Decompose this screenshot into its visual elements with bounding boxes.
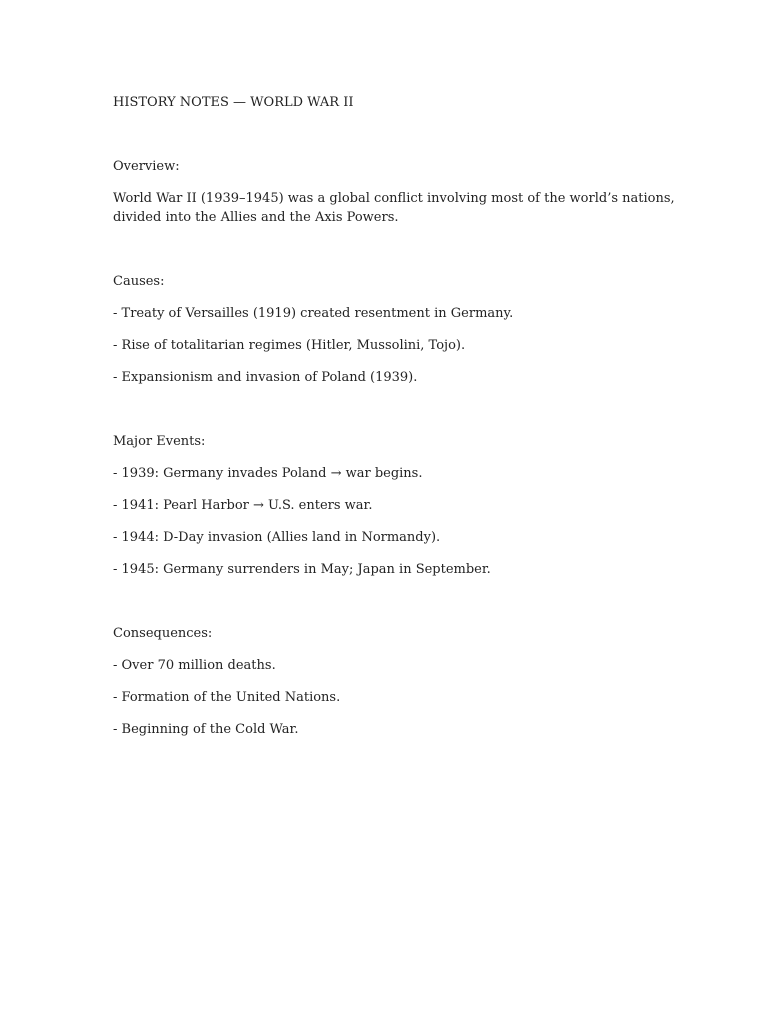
event-item: - 1944: D-Day invasion (Allies land in Normandy). (113, 530, 441, 545)
event-item: - 1945: Germany surrenders in May; Japan in September. (113, 562, 491, 577)
consequence-item: - Over 70 million deaths. (113, 658, 276, 673)
major-events-heading: Major Events: (113, 434, 206, 449)
consequence-item: - Formation of the United Nations. (113, 690, 341, 705)
cause-item: - Rise of totalitarian regimes (Hitler, Mussolini, Tojo). (113, 338, 466, 353)
consequence-item: - Beginning of the Cold War. (113, 722, 299, 737)
overview-text-line-1: World War II (1939–1945) was a global conflict involving most of the world’s nations, (113, 191, 675, 206)
cause-item: - Expansionism and invasion of Poland (1939). (113, 370, 418, 385)
consequences-heading: Consequences: (113, 626, 213, 641)
causes-heading: Causes: (113, 274, 165, 289)
page-title: HISTORY NOTES — WORLD WAR II (113, 95, 354, 110)
event-item: - 1939: Germany invades Poland → war begins. (113, 466, 423, 481)
overview-heading: Overview: (113, 159, 180, 174)
cause-item: - Treaty of Versailles (1919) created resentment in Germany. (113, 306, 514, 321)
event-item: - 1941: Pearl Harbor → U.S. enters war. (113, 498, 373, 513)
overview-text-line-2: divided into the Allies and the Axis Powers. (113, 210, 399, 225)
